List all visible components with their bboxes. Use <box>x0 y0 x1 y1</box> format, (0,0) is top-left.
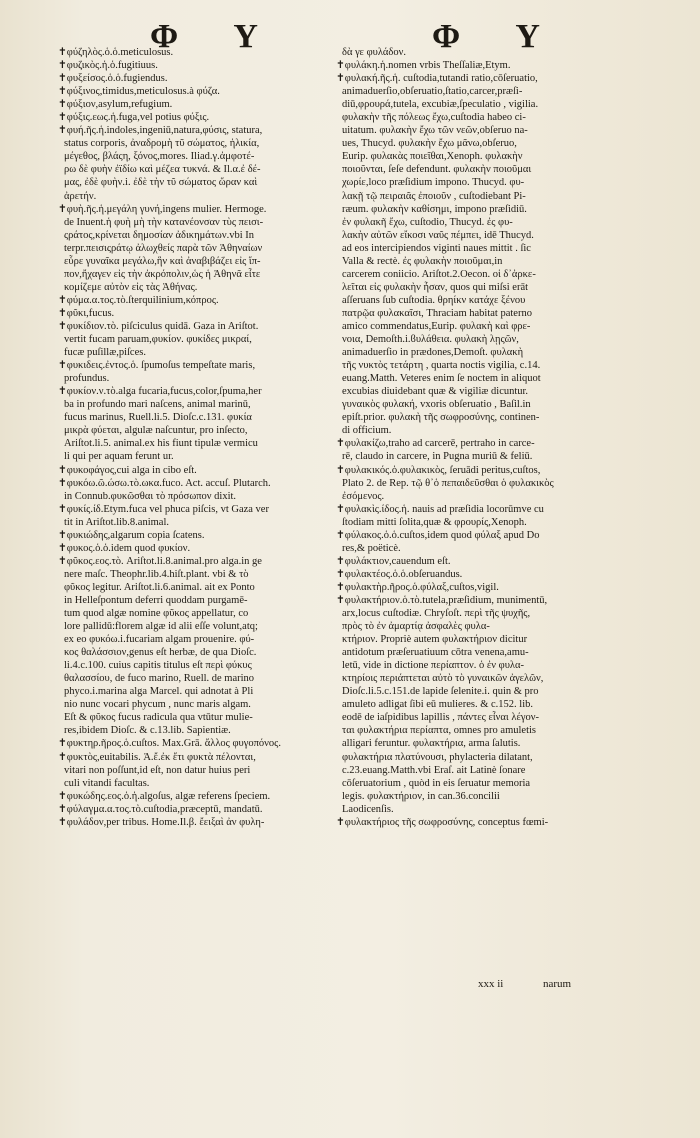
dictionary-entry-line: ✝φυκίς.ίδ.Etym.fuca vel phuca piſcis, vt Gaza ver <box>58 503 269 515</box>
dictionary-continuation-line: μέγεθος, βλάςη, ξόνος,mores. Iliad.γ.ἀμφοτέ- <box>64 151 255 163</box>
dictionary-continuation-line: ποιοῦνται, ſeſe defendunt. φυλακὴν ποιοῦμαι <box>342 164 532 176</box>
dictionary-continuation-line: carcerem coniicio. Ariſtot.2.Oecon. οἱ δ᾽ἀρκε- <box>342 268 536 280</box>
dictionary-continuation-line: fucæ puſillæ,piſces. <box>64 347 146 359</box>
dictionary-continuation-line: τῆς νυκτὸς τετάρτη , quarta noctis vigilia, c.14. <box>342 360 541 372</box>
dictionary-continuation-line: c.23.euang.Matth.vbi Eraſ. ait Latinè ſonare <box>342 764 526 776</box>
catchword: narum <box>543 978 572 990</box>
dictionary-continuation-line: ba in profundo mari naſcens, animal marinū, <box>64 399 251 411</box>
dictionary-continuation-line: ἐσόμενος. <box>342 490 385 502</box>
dictionary-continuation-line: vertit fucam paruam,φυκίον. φυκίδες μικραί, <box>64 334 252 346</box>
dictionary-continuation-line: ex eo φυκόω.i.fucariam algam prouenire. φύ- <box>64 634 255 646</box>
dictionary-continuation-line: euang.Matth. Veteres enim ſe noctem in aliquot <box>342 373 541 385</box>
dictionary-continuation-line: νοια, Demoſth.i.ϐυλάθεια. φυλακὴ λῃςῶν, <box>342 334 519 346</box>
dictionary-continuation-line: li.4.c.100. cuius capitis titulus eſt περὶ φύκυς <box>64 660 252 672</box>
dictionary-column-left <box>58 46 340 829</box>
dictionary-continuation-line: animaduerſio,obſeruatio,ſtatio,carcer,præſi- <box>342 86 523 98</box>
dictionary-continuation-line: θαλασσίου, de fuco marino, Ruell. de marino <box>64 673 255 685</box>
dictionary-entry-line: ✝φυλακτήριον.ὁ.τὸ.tutela,præſidium, munimentū, <box>336 594 548 606</box>
dictionary-continuation-line: terpr.πεισιςράτῳ ἀλωχθείς παρὰ τῶν Ἀθηναίων <box>64 242 263 254</box>
dictionary-continuation-line: res,ibidem Dioſc. & c.13.lib. Sapientiæ. <box>64 725 231 737</box>
dictionary-continuation-line: εὗρε γυναῖκα μεγάλω,ἣν καὶ ἀναβιβάζει εἰς ἵπ- <box>64 255 261 267</box>
dictionary-entry-line: ✝φυή.ῆς.ἡ.indoles,ingeniū,natura,φύσις, statura, <box>58 125 263 137</box>
dictionary-entry-line: ✝φυλάκη.ἡ.nomen vrbis Theſſaliæ,Etym. <box>336 60 511 72</box>
dictionary-entry-line: ✝φυκώδης.εος.ὁ.ἡ.algoſus, algæ referens ſpeciem. <box>58 790 271 802</box>
dictionary-entry-line: ✝φυκίδιον.τὸ. piſciculus quidā. Gaza in Ariſtot. <box>58 320 259 332</box>
dictionary-continuation-line: κομίζεμε αὐτὸν εἰς τὰς Ἀθήνας. <box>64 281 198 293</box>
dictionary-continuation-line: κτηρίοις περιάπτεται αὐτὸ τὸ γυναικῶν ἀγελῶν, <box>342 673 544 685</box>
dictionary-continuation-line: lore pallidū:florem algæ id alii eſſe volunt,atq; <box>64 621 258 633</box>
dictionary-continuation-line: profundus. <box>64 373 110 385</box>
dictionary-continuation-line: vitari non poſſunt,id eſt, non datur huius peri <box>64 764 251 776</box>
dictionary-entry-line: ✝φῦκος.εος.τὸ. Ariſtot.li.8.animal.pro alga.in ge <box>58 555 262 567</box>
dictionary-continuation-line: ςράτος,κρίνεται δημοσίαν ἀδικημάτων.vbi In <box>64 229 254 241</box>
dictionary-continuation-line: ρω δὲ φυὴν ἐϊδίω καὶ μέζεα τυκνά. & Il.α.ἐ δέ- <box>64 164 261 176</box>
dictionary-continuation-line: Ariſtot.li.5. animal.ex his fiunt tipulæ vermicu <box>64 438 258 450</box>
dictionary-continuation-line: animaduerſio in prædones,Demoſt. φυλακὴ <box>342 347 524 359</box>
dictionary-continuation-line: fucus marinus, Ruell.li.5. Dioſc.c.131. φυκία <box>64 412 252 424</box>
dictionary-entry-line: ✝φυλακικός.ὁ.φυλακικὸς, ſeruādi peritus,cuſtos, <box>336 464 541 476</box>
dictionary-continuation-line: rē, claudo in carcere, in Pugna muriū & feliū. <box>342 451 533 463</box>
dictionary-continuation-line: tum quod algæ nomine φῦκος appellatur, co <box>64 608 249 620</box>
dictionary-continuation-line: κος θαλάσσιον,genus eſt herbæ, de qua Dioſc. <box>64 647 257 659</box>
dictionary-continuation-line: de Inuent.ἡ φυὴ μὴ τὴν κατανέονσαν τὺς πεισι- <box>64 216 264 228</box>
dictionary-entry-line: ✝φυζικὸς.ἡ.ὁ.fugitiuus. <box>58 60 158 72</box>
dictionary-continuation-line: Dioſc.li.5.c.151.de lapide ſelenite.i. quin & pro <box>342 686 539 698</box>
dictionary-entry-line: ✝φυλακτὴρ.ῆρος.ὁ.φύλαξ,cuſtos,vigil. <box>336 581 499 593</box>
dictionary-continuation-line: πατρῷα φυλακαῖσι, Thraciam habitat paterno <box>342 307 532 319</box>
dictionary-continuation-line: legis. φυλακτήριον, in can.36.concilii <box>342 790 500 802</box>
dictionary-entry-line: ✝φυλακτέος.ὁ.ὁ.obſeruandus. <box>336 568 463 580</box>
dictionary-continuation-line: ἀρετήν. <box>64 190 97 202</box>
dictionary-continuation-line: res,& poëticè. <box>342 542 401 554</box>
dictionary-continuation-line: phyco.i.marina alga Marcel. qui adnotat à Pli <box>64 686 254 698</box>
dictionary-continuation-line: in Connub.φυκῶσθαι τὸ πρόσωπον dixit. <box>64 490 237 502</box>
dictionary-continuation-line: πρὸς τὸ ἐν ἀμαρτίᾳ ἀσφαλὲς φυλα- <box>342 621 490 633</box>
dictionary-entry-line: ✝φυλάδον,per tribus. Home.Il.β. ἔειξαὶ ἀν φυλη- <box>58 816 265 828</box>
dictionary-continuation-line: μικρὰ φύεται, algulæ naſcuntur, pro inſecto, <box>64 425 248 437</box>
dictionary-entry-line: ✝φῦκι,fucus. <box>58 307 115 319</box>
dictionary-entry-line: ✝φυκιδεις.ἐντος.ὁ. ſpumoſus tempeſtate maris, <box>58 360 256 372</box>
dictionary-continuation-line: cōſeruatorium , quòd in eis ſeruatur memoria <box>342 777 531 789</box>
dictionary-continuation-line: di officium. <box>342 425 392 437</box>
dictionary-continuation-line: λεῖται εἰς φυλακὴν ἦσαν, quos qui miſsi erāt <box>342 281 529 293</box>
dictionary-continuation-line: ues, Thucyd. φυλακὴν ἔχω μᾶνω,obſeruo, <box>342 138 517 150</box>
dictionary-continuation-line: κτήριον. Propriè autem φυλακτήριον dicitur <box>342 634 528 646</box>
dictionary-entry-line: ✝φύξις.εως.ἡ.fuga,vel potius φύξις. <box>58 112 210 124</box>
dictionary-continuation-line: φυλακτήρια πλατύνουσι, phylacteria dilatant, <box>342 751 533 763</box>
dictionary-continuation-line: Valla & rectè. ἐς φυλακὴν ποιοῦμαι,in <box>342 255 503 267</box>
running-head-left: Φ Υ <box>150 18 282 55</box>
dictionary-entry-line: ✝φύξινος,timidus,meticulosus.à φύζα. <box>58 86 220 98</box>
dictionary-continuation-line: li qui per aquam ferunt ur. <box>64 451 174 463</box>
dictionary-continuation-line: epiſt.prior. φυλακὴ τῆς σωφροσύνης, continen- <box>342 412 540 424</box>
dictionary-entry-line: ✝φυκιώδης,algarum copia ſcatens. <box>58 529 205 541</box>
dictionary-continuation-line: amico commendatus,Eurip. φυλακὴ καὶ φρε- <box>342 320 531 332</box>
dictionary-continuation-line: nere maſc. Theophr.lib.4.hiſt.plant. vbi & τὸ <box>64 568 249 580</box>
dictionary-continuation-line: amuleto adligat ſibi eū mulieres. & c.152. lib. <box>342 699 533 711</box>
dictionary-entry-line: ✝φυλακὶς.ίδος.ἡ. nauis ad præſidia locorūmve cu <box>336 503 544 515</box>
dictionary-continuation-line: ad eos intercipiendos viginti naues mittit . ſic <box>342 242 531 254</box>
dictionary-entry-line: ✝φυκόω.ῶ.ώσω.τὸ.ωκα.fuco. Act. accuſ. Plutarch. <box>58 477 271 489</box>
dictionary-continuation-line: Eurip. φυλακὰς ποιεῖθαι,Xenoph. φυλακὴν <box>342 151 523 163</box>
dictionary-continuation-line: arx,locus cuſtodiæ. Chryſoſt. περὶ τῆς ψυχῆς, <box>342 608 531 620</box>
dictionary-entry-line: ✝φύμα.α.τος.τὸ.ſterquilinium,κόπρος. <box>58 294 219 306</box>
dictionary-continuation-line: in Helleſpontum deferri quoddam purgamē- <box>64 594 248 606</box>
dictionary-continuation-line: Plato 2. de Rep. τῷ θ᾽ὁ πεπαιδεῦσθαι ὁ φυλακικὸς <box>342 477 554 489</box>
running-head-right: Φ Υ <box>432 18 564 55</box>
dictionary-continuation-line: antidotum præſeruatiuum cōtra venena,amu- <box>342 647 529 659</box>
dictionary-continuation-line: aſſeruans ſub cuſtodia. θρηίκν κατάχε ξένου <box>342 294 526 306</box>
dictionary-entry-line: ✝φυκοφάγος,cui alga in cibo eſt. <box>58 464 197 476</box>
dictionary-entry-line: ✝φυλάκτιον,cauendum eſt. <box>336 555 451 567</box>
dictionary-entry-line: ✝φύλαγμα.α.τος.τὸ.cuſtodia,præceptū, mandatū. <box>58 803 263 815</box>
dictionary-entry-line: ✝φυξείσος.ὁ.ὁ.fugiendus. <box>58 73 168 85</box>
dictionary-entry-line: ✝φυκος.ὁ.ὁ.idem quod φυκίον. <box>58 542 191 554</box>
dictionary-continuation-line: alligari feruntur. φυλακτήρια, arma ſalutis. <box>342 738 521 750</box>
dictionary-continuation-line: Eſt & φῦκος fucus radicula qua vtūtur mulie- <box>64 712 253 724</box>
dictionary-continuation-line: πον,ἤχαγεν εἰς τὴν ἀκρόπολιν,ὡς ἡ Ἀθηνᾶ εἶτε <box>64 268 261 280</box>
dictionary-entry-line: ✝φυκτὸς,euitabilis. Ἀ.ἔ.ἐκ ἔτι φυκτὰ πέλονται, <box>58 751 256 763</box>
dictionary-continuation-line: λακὴν αὐτῶν εἴκοσι ναῦς πέμπει, idē Thucyd. <box>342 229 534 241</box>
dictionary-continuation-line: ræum. φυλακὴν καθίσημι, impono præſidiū. <box>342 203 527 215</box>
dictionary-continuation-line: φυλακὴν τῆς πόλεως ἔχω,cuſtodia habeo ci- <box>342 112 526 124</box>
dictionary-continuation-line: φῦκος legitur. Ariſtot.li.6.animal. ait ex Ponto <box>64 581 255 593</box>
dictionary-entry-line: ✝φυλακίζω,traho ad carcerē, pertraho in carce- <box>336 438 535 450</box>
dictionary-entry-line: ✝φυκίον.ν.τὸ.alga fucaria,fucus,color,ſpuma,her <box>58 386 262 398</box>
dictionary-continuation-line: excubias diuidebant quæ & vigiliæ dicuntur. <box>342 386 529 398</box>
dictionary-entry-line: ✝φυλακή.ῆς.ἡ. cuſtodia,tutandi ratio,cōſeruatio, <box>336 73 538 85</box>
dictionary-continuation-line: Laodicenſis. <box>342 803 394 815</box>
dictionary-continuation-line: tit in Ariſtot.lib.8.animal. <box>64 516 169 528</box>
dictionary-continuation-line: eodē de iaſpidibus lapillis , πάντες εἶναι λέγον- <box>342 712 540 724</box>
dictionary-continuation-line: nio nunc vocari phycum , nunc maris algam. <box>64 699 251 711</box>
dictionary-continuation-line: letū, vide in dictione περίαπτον. ὁ ἐν φυλα- <box>342 660 524 672</box>
dictionary-entry-line: ✝φύλακος.ὁ.ὁ.cuſtos,idem quod φύλαξ apud Do <box>336 529 540 541</box>
dictionary-entry-line: ✝φυλακτήριος τῆς σωφροσύνης, conceptus fœmi- <box>336 816 549 828</box>
dictionary-column-right <box>336 46 612 829</box>
dictionary-entry-line: ✝φύξιον,asylum,refugium. <box>58 99 173 111</box>
signature-mark: xxx ii <box>478 978 504 990</box>
dictionary-continuation-line: λακῇ τῷ πειραιᾶς ἐποιοῦν , cuſtodiebant Pi- <box>342 190 526 202</box>
dictionary-continuation-line: status corporis, ἀναδρομὴ τῦ σώματος, ἡλικία, <box>64 138 260 150</box>
dictionary-entry-line: ✝φύζηλὸς.ὁ.ὁ.meticulosus. <box>58 47 174 58</box>
dictionary-entry-line: ✝φυὴ.ῆς.ἡ.μεγάλη γυνή,ingens mulier. Hermoge. <box>58 203 267 215</box>
dictionary-continuation-line: δὰ γε φυλάδον. <box>342 47 406 58</box>
dictionary-continuation-line: μας, ἐδὲ φυὴν.i. ἐδὲ τὴν τῦ σώματος ὥραν καὶ <box>64 177 258 189</box>
dictionary-continuation-line: uitatum. φυλακὴν ἔχω τῶν νεῶν,obſeruo na- <box>342 125 528 137</box>
dictionary-continuation-line: γυναικὸς φυλακή, vxoris obſeruatio , Baſil.in <box>342 399 531 411</box>
dictionary-continuation-line: ἐν φυλακῆ ἔχω, cuſtodio, Thucyd. ἐς φυ- <box>342 216 513 228</box>
dictionary-entry-line: ✝φυκτηρ.ῆρος.ὁ.cuſtos. Max.Grā. ἄλλος φυγοπόνος. <box>58 738 281 750</box>
dictionary-continuation-line: ſtodiam mitti ſolita,quæ & φρουρίς,Xenoph. <box>342 516 527 528</box>
dictionary-continuation-line: χωρίε,loco præſidium impono. Thucyd. φυ- <box>342 177 525 189</box>
dictionary-continuation-line: diū,φρουρά,tutela, excubiæ,ſpeculatio , vigilia. <box>342 99 539 111</box>
dictionary-continuation-line: culi vitandi facultas. <box>64 777 150 789</box>
dictionary-continuation-line: ται φυλακτήρια περίαπτα, omnes pro amuletis <box>342 725 536 737</box>
